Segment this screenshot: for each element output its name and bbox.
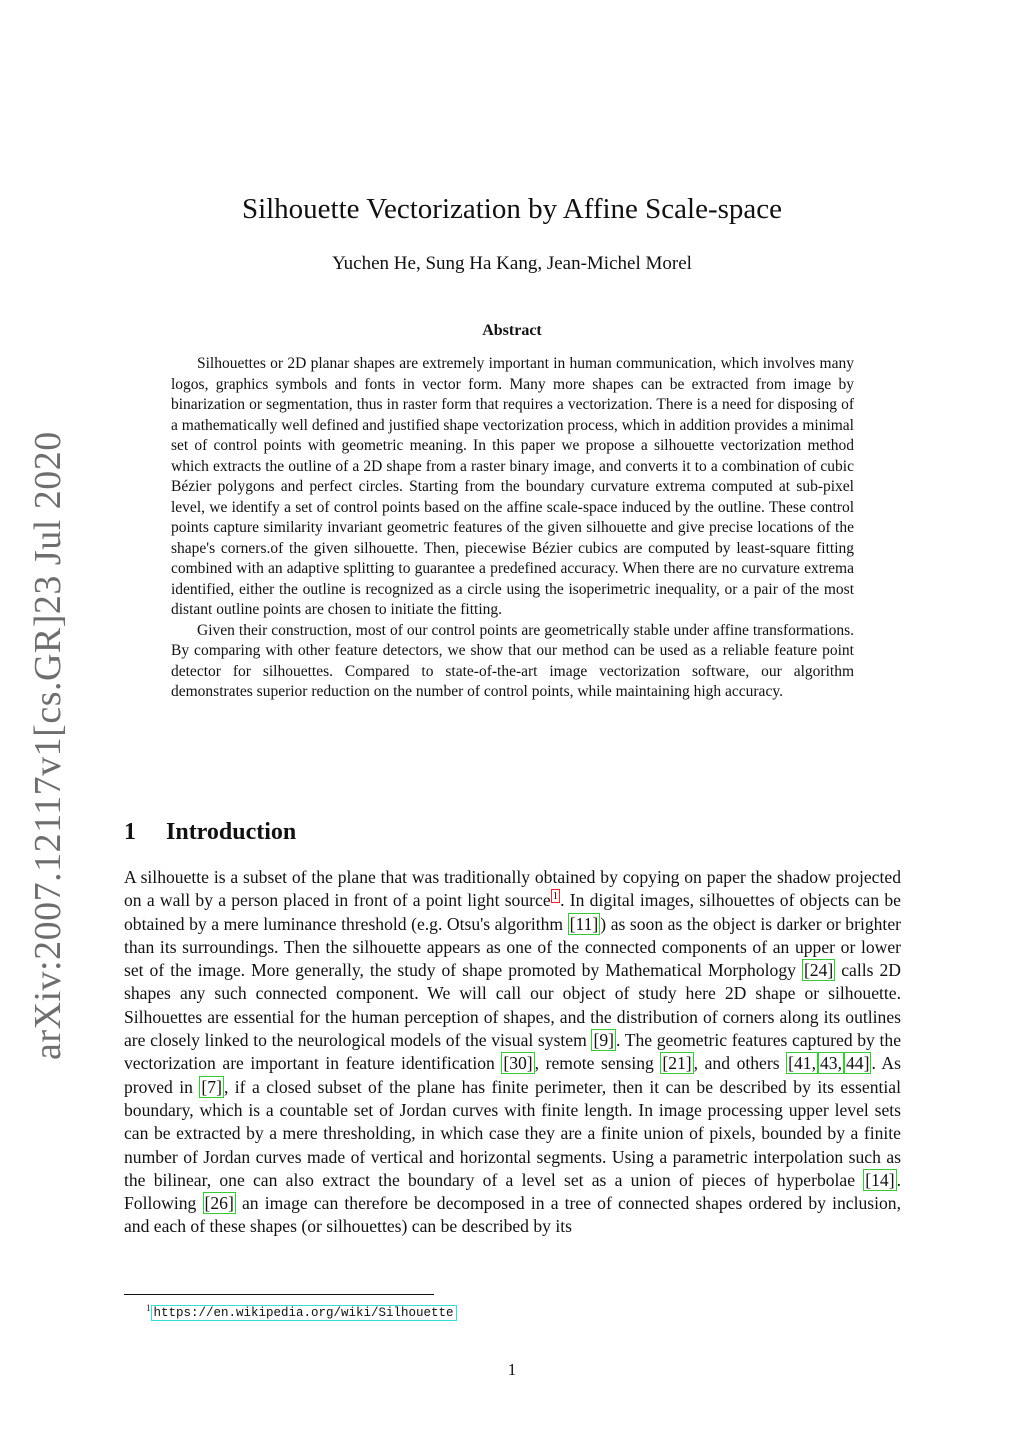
- arxiv-id: arXiv:2007.12117v1: [27, 736, 69, 1060]
- intro-text: . In digital images, silhouettes of objects can be obtained by a mere luminance threshold (e.g. Otsu's algorithm: [124, 890, 901, 934]
- section-number: 1: [124, 819, 136, 845]
- arxiv-date: 23 Jul 2020: [27, 431, 69, 615]
- citation-link-14[interactable]: [14]: [865, 1169, 895, 1190]
- citation-link-41[interactable]: [41,: [788, 1053, 816, 1074]
- footnote-ref-link[interactable]: 1: [552, 890, 559, 903]
- citation-link-26[interactable]: [26]: [204, 1193, 234, 1214]
- intro-text: calls 2D shapes any such connected component. We will call our object of study here 2D shape or silhouette. Silhouettes are essential for the human perception of shapes, and the distribution of corners along its outlines are closely linked to the neurological models of the visual system: [124, 960, 901, 1051]
- abstract-body: [171, 354, 854, 703]
- page-number: 1: [507, 1360, 517, 1379]
- intro-text: . Following: [124, 1169, 901, 1214]
- section-title: Introduction: [166, 819, 297, 845]
- abstract-paragraph-1: Silhouettes or 2D planar shapes are extremely important in human communication, which involves many logos, graphics symbols and fonts in vector form. Many more shapes can be extracted from image by binarization or segmentation, thus in raster form that requires a vectorization. There is a need for disposing of a mathematically well defined and justified shape vectorization process, which in addition provides a minimal set of control points with geometric meaning. In this paper we propose a silhouette vectorization method which extracts the outline of a 2D shape from a raster binary image, and converts it to a combination of cubic Bézier polygons and perfect circles. Starting from the boundary curvature extrema computed at sub-pixel level, we identify a set of control points based on the affine scale-space induced by the outline. These control points capture similarity invariant geometric features of the given silhouette and give precise locations of the shape's corners.of the given silhouette. Then, piecewise Bézier cubics are computed by least-square fitting combined with an adaptive splitting to guarantee a predefined accuracy. When there are no curvature extrema identified, either the outline is recognized as a circle using the isoperimetric inequality, or a pair of the most distant outline points are chosen to initiate the fitting.: [171, 355, 854, 618]
- intro-text: A silhouette is a subset of the plane that was traditionally obtained by copying on paper the shadow projected on a wall by a person placed in front of a point light source: [124, 867, 901, 911]
- intro-text: an image can therefore be decomposed in a tree of connected shapes ordered by inclusion, and each of these shapes (or silhouettes) can be described by its: [124, 1193, 901, 1237]
- intro-text: , and others: [693, 1053, 787, 1074]
- footnote: [146, 1299, 746, 1322]
- intro-text: . As proved in: [124, 1053, 901, 1097]
- citation-link-9[interactable]: [9]: [593, 1030, 614, 1051]
- footnote-mark: 1: [146, 1303, 151, 1313]
- arxiv-category: [cs.GR]: [27, 614, 69, 737]
- footnote-divider: [124, 1294, 434, 1295]
- citation-link-44[interactable]: 44]: [846, 1053, 870, 1074]
- section-heading: [124, 816, 724, 848]
- footnote-url-link[interactable]: https://en.wikipedia.org/wiki/Silhouette: [151, 1305, 457, 1321]
- paper-title: Silhouette Vectorization by Affine Scale-space: [241, 193, 783, 225]
- abstract-paragraph-2: Given their construction, most of our control points are geometrically stable under affine transformations. By comparing with other feature detectors, we show that our method can be used as a reliable feature point detector for silhouettes. Compared to state-of-the-art image vectorization software, our algorithm demonstrates superior reduction on the number of control points, while maintaining high accuracy.: [171, 621, 854, 700]
- citation-link-21[interactable]: [21]: [662, 1053, 692, 1074]
- arxiv-sidebar-stamp: [18, 431, 78, 1060]
- paper-authors: Yuchen He, Sung Ha Kang, Jean-Michel Morel: [332, 253, 692, 274]
- intro-text: ) as soon as the object is darker or brighter than its surroundings. Then the silhouette appears as one of the connected components of an upper or lower set of the image. More generally, the study of shape promoted by Mathematical Morphology: [124, 913, 901, 981]
- introduction-paragraph: [124, 866, 901, 1239]
- citation-link-30[interactable]: [30]: [503, 1053, 533, 1074]
- citation-link-7[interactable]: [7]: [201, 1076, 222, 1097]
- citation-link-11[interactable]: [11]: [569, 913, 599, 934]
- intro-text: , if a closed subset of the plane has finite perimeter, then it can be described by its essential boundary, which is a countable set of Jordan curves with finite length. In image processing upper level sets can be extracted by a mere thresholding, in which case they are a finite union of pixels, bounded by a finite number of Jordan curves made of vertical and horizontal segments. Using a parametric interpolation such as the bilinear, one can also extract the boundary of a level set as a union of pieces of hyperbolae: [124, 1076, 901, 1190]
- intro-text: . The geometric features captured by the vectorization are important in feature identification: [124, 1030, 902, 1074]
- intro-text: , remote sensing: [534, 1053, 661, 1074]
- citation-link-43[interactable]: 43,: [820, 1053, 842, 1074]
- abstract-heading: Abstract: [482, 322, 542, 339]
- citation-link-24[interactable]: [24]: [803, 960, 834, 981]
